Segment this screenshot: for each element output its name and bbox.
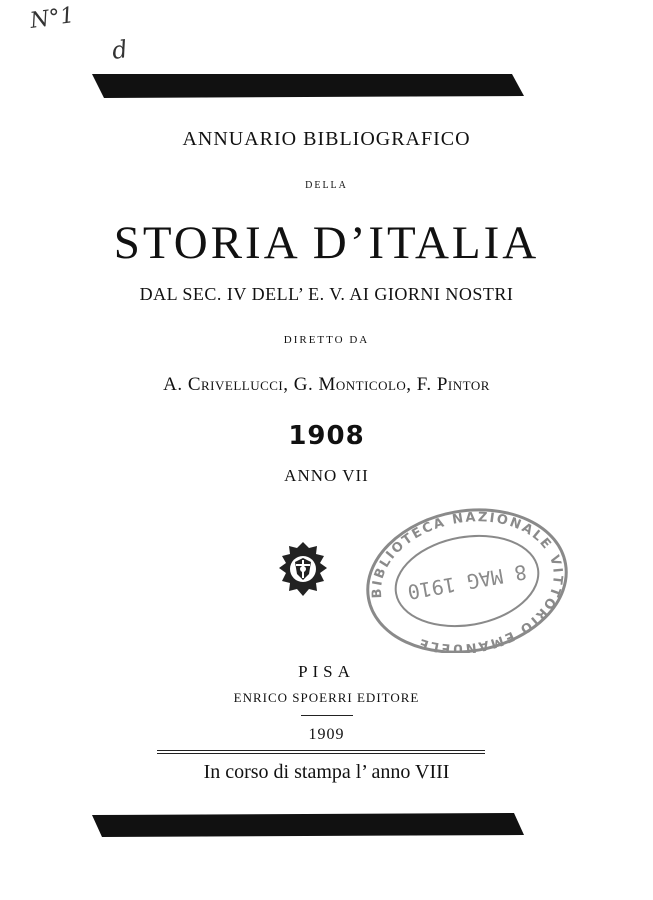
volume-number: ANNO VII (284, 466, 369, 485)
series-title-line1: ANNUARIO BIBLIOGRAFICO (182, 128, 471, 150)
library-stamp (362, 503, 572, 657)
printing-notice: In corso di stampa l’ anno VIII (203, 761, 450, 783)
imprint-publisher: ENRICO SPOERRI EDITORE (233, 690, 420, 705)
top-decorative-bar (92, 74, 524, 98)
imprint-divider (301, 715, 353, 716)
edition-year: 1908 (288, 421, 365, 451)
imprint-city: PISA (298, 662, 355, 681)
editors: A. Crivellucci, G. Monticolo, F. Pintor (163, 374, 490, 395)
subtitle: DAL SEC. IV DELL’ E. V. AI GIORNI NOSTRI (139, 284, 514, 304)
handwritten-note-top-left: N°1 (28, 3, 76, 34)
stamp-date-text: 8 MAG 1910 (405, 559, 529, 605)
bottom-decorative-bar (92, 813, 524, 837)
handwritten-note-top-center: d (110, 35, 130, 65)
double-rule-bottom (157, 753, 485, 754)
double-rule-top (157, 750, 485, 751)
printer-emblem-icon (272, 538, 334, 604)
series-title-della: DELLA (305, 180, 348, 191)
directed-by-label: DIRETTO DA (283, 334, 370, 346)
imprint-year: 1909 (308, 726, 345, 743)
stamp-ring-text: BIBLIOTECA NAZIONALE VITTORIO EMANUELE (369, 510, 565, 653)
main-title: STORIA D’ITALIA (113, 217, 540, 269)
